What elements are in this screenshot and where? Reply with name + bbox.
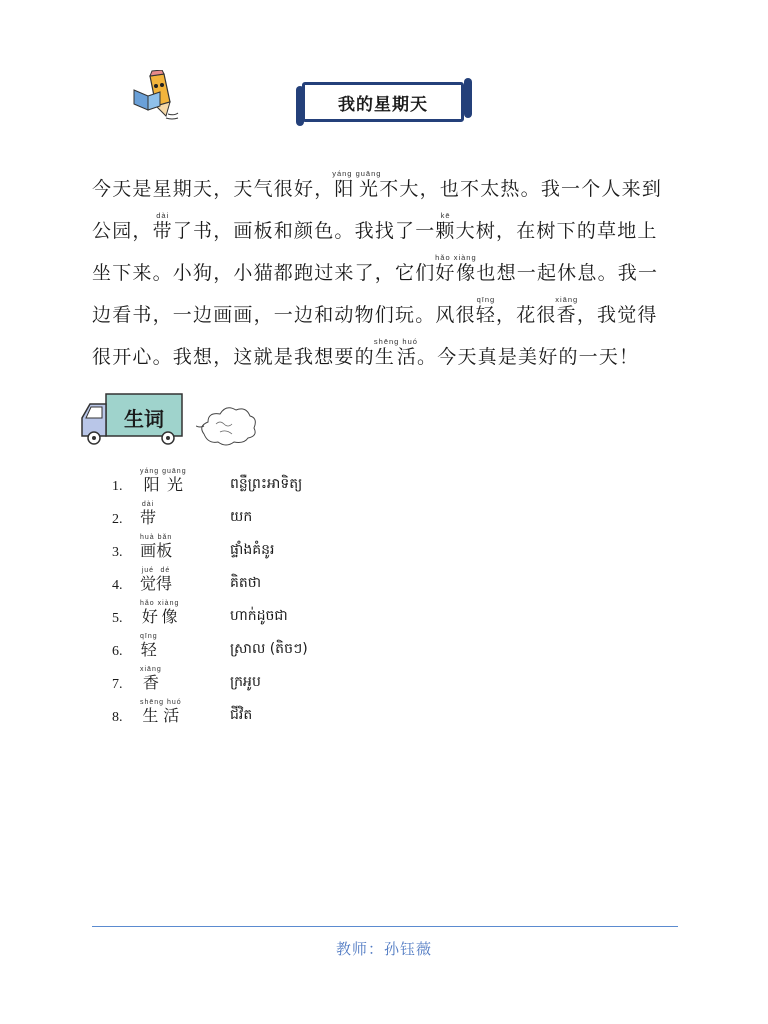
vocab-number: 7. xyxy=(112,677,123,692)
pinyin-word: 香xiāng xyxy=(555,295,579,326)
vocab-number: 4. xyxy=(112,578,123,593)
vocab-number: 5. xyxy=(112,611,123,626)
vocab-number: 8. xyxy=(112,710,123,725)
title-banner xyxy=(296,78,472,126)
vocab-meaning: ស្រាល (តិចៗ) xyxy=(230,641,308,657)
vocab-number: 3. xyxy=(112,545,123,560)
passage-text: 公园， xyxy=(92,220,153,242)
vocab-word: 带dài xyxy=(140,501,157,527)
passage-text: 大树，在树下的草地上 xyxy=(455,220,658,242)
passage-line xyxy=(92,168,682,210)
vocab-word: 觉得jué dé xyxy=(140,567,173,593)
passage-line xyxy=(92,210,682,252)
vocab-word: 香xiāng xyxy=(140,666,162,692)
pencil-reading-book-icon xyxy=(130,70,182,122)
vocab-number: 1. xyxy=(112,479,123,494)
vocab-number: 2. xyxy=(112,512,123,527)
vocab-meaning: ជីវិត xyxy=(230,707,253,723)
vocab-list xyxy=(112,462,612,726)
vocab-meaning: គិតថា xyxy=(230,575,262,591)
vocab-row xyxy=(112,528,612,561)
vocab-row xyxy=(112,627,612,660)
pinyin-word: 阳光yáng guāng xyxy=(332,169,382,200)
vocab-row xyxy=(112,594,612,627)
passage-text: 很开心。我想，这就是我想要的 xyxy=(92,346,375,368)
vocab-word: 阳光yáng guāng xyxy=(140,468,187,494)
vocab-number: 6. xyxy=(112,644,123,659)
vocab-word: 轻qīng xyxy=(140,633,158,659)
cloud-icon xyxy=(196,402,258,446)
vocab-row xyxy=(112,561,612,594)
vocab-row xyxy=(112,462,612,495)
pinyin-word: 轻qīng xyxy=(475,295,497,326)
vocab-row xyxy=(112,495,612,528)
vocab-meaning: ហាក់ដូចជា xyxy=(230,608,288,624)
vocab-meaning: យក xyxy=(230,509,253,525)
footer-divider xyxy=(92,926,678,927)
passage-text: 。今天真是美好的一天！ xyxy=(417,346,640,368)
passage-line xyxy=(92,336,682,378)
pinyin-word: 生活shēng huó xyxy=(373,337,418,368)
vocab-heading: 生词 xyxy=(124,407,164,431)
passage-text: 边看书，一边画画，一边和动物们玩。风很 xyxy=(92,304,476,326)
pinyin-word: 好像hǎo xiàng xyxy=(435,253,477,284)
passage-line xyxy=(92,252,682,294)
pinyin-word: 颗kē xyxy=(435,211,456,242)
vocab-meaning: ផ្ទាំងគំនូរ xyxy=(230,542,275,558)
pinyin-word: 带dài xyxy=(152,211,173,242)
passage-text: ，花很 xyxy=(496,304,557,326)
passage-text: 坐下来。小狗，小猫都跑过来了，它们 xyxy=(92,262,436,284)
vocab-meaning: ពន្លឺព្រះអាទិត្យ xyxy=(230,476,303,492)
vocab-meaning: ក្រអូប xyxy=(230,674,261,690)
reading-passage xyxy=(92,168,682,378)
passage-text: 不大，也不太热。我一个人来到 xyxy=(379,178,663,200)
teacher-credit: 教师：孙钰薇 xyxy=(335,940,432,958)
passage-text: ，我觉得 xyxy=(576,304,658,326)
passage-text: 也想一起休息。我一 xyxy=(476,262,659,284)
vocab-row xyxy=(112,693,612,726)
vocab-word: 好像hǎo xiàng xyxy=(140,600,180,626)
vocab-word: 画板huà bǎn xyxy=(140,534,173,560)
passage-line xyxy=(92,294,682,336)
passage-text: 今天是星期天，天气很好， xyxy=(92,178,335,200)
passage-text: 了书，画板和颜色。我找了一 xyxy=(172,220,436,242)
vocab-row xyxy=(112,660,612,693)
page-title: 我的星期天 xyxy=(302,82,464,122)
vocab-word: 生活shēng huó xyxy=(140,699,182,725)
